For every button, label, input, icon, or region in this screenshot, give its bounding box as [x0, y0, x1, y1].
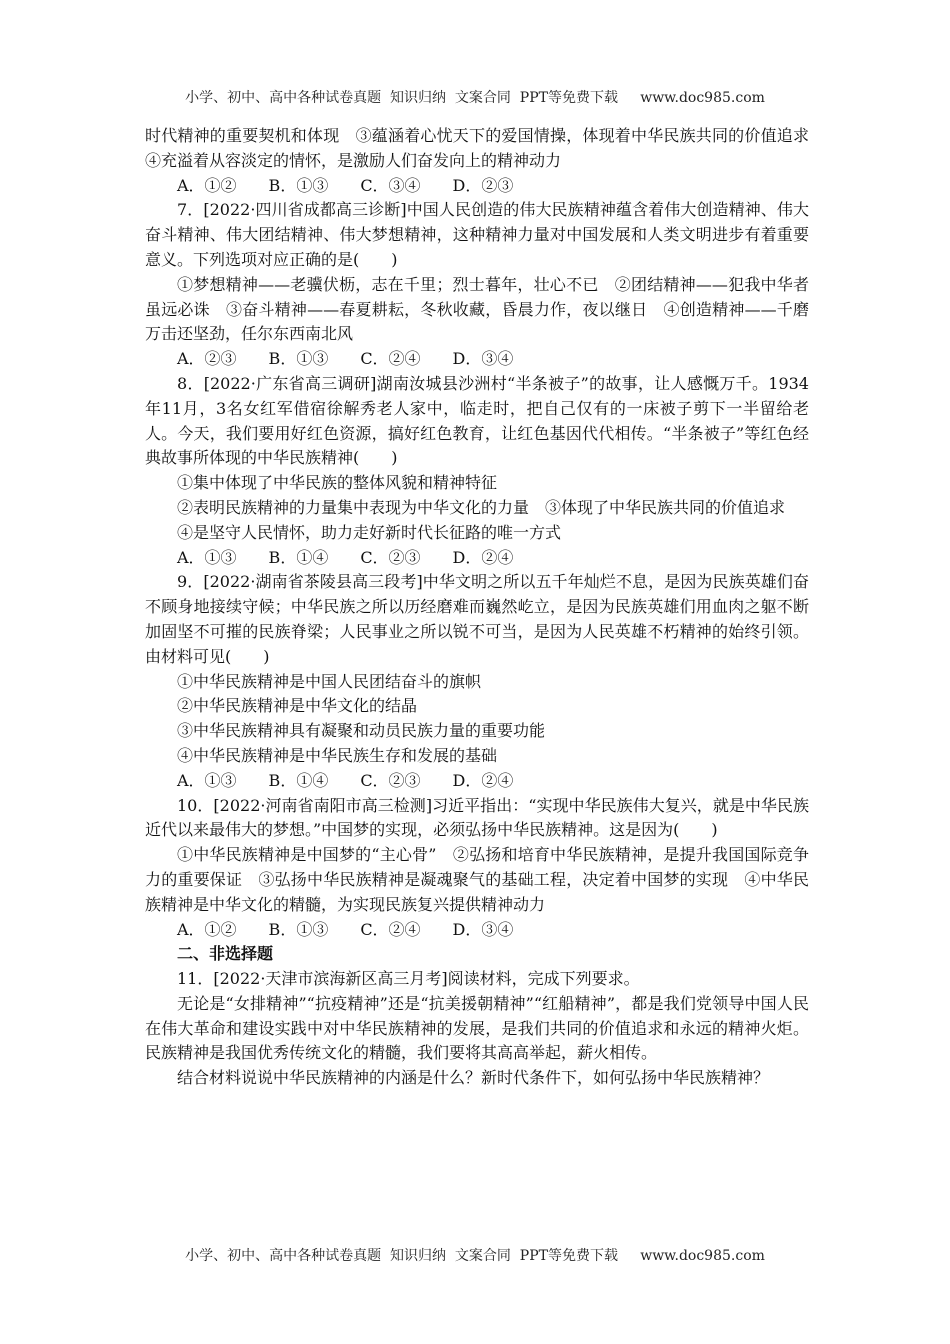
question-8-item-2: ②表明民族精神的力量集中表现为中华文化的力量 ③体现了中华民族共同的价值追求	[177, 497, 786, 517]
page-footer: 小学、初中、高中各种试卷真题 知识归纳 文案合同 PPT等免费下载 www.doc985.com	[185, 1248, 765, 1264]
question-7-stem: 7．[2022·四川省成都高三诊断]中国人民创造的伟大民族精神蕴含着伟大创造精神、伟大奋斗精神、伟大团结精神、伟大梦想精神，这种精神力量对中国发展和人类文明进步有着重要意义。下列选项对应正确的是( )	[145, 200, 809, 269]
question-9-item-3: ③中华民族精神具有凝聚和动员民族力量的重要功能	[177, 721, 546, 741]
question-9-item-2: ②中华民族精神是中华文化的结晶	[177, 696, 418, 716]
document-body	[145, 124, 826, 1091]
question-9-stem: 9．[2022·湖南省茶陵县高三段考]中华文明之所以五千年灿烂不息，是因为民族英雄们奋不顾身地接续守候；中华民族之所以历经磨难而巍然屹立，是因为民族英雄们用血肉之躯不断加固坚不可摧的民族脊梁；人民事业之所以锐不可当，是因为人民英雄不朽精神的始终引领。由材料可见( )	[145, 572, 809, 666]
question-10-options: A．①② B．①③ C．②④ D．③④	[177, 919, 514, 939]
question-8-options: A．①③ B．①④ C．②③ D．②④	[177, 547, 514, 567]
question-7-items: ①梦想精神——老骥伏枥，志在千里；烈士暮年，壮心不已 ②团结精神——犯我中华者虽远必诛 ③奋斗精神——春夏耕耘，冬秋收藏，昏晨力作，夜以继日 ④创造精神——千磨万击还坚劲，任尔东西南北风	[145, 274, 809, 344]
question-11-question: 结合材料说说中华民族精神的内涵是什么？新时代条件下，如何弘扬中华民族精神？	[177, 1068, 770, 1088]
question-11-stem: 11．[2022·天津市滨海新区高三月考]阅读材料，完成下列要求。	[177, 969, 640, 989]
question-6-options: A．①② B．①③ C．③④ D．②③	[177, 175, 514, 195]
question-10-stem: 10．[2022·河南省南阳市高三检测]习近平指出：“实现中华民族伟大复兴，就是中华民族近代以来最伟大的梦想。”中国梦的实现，必须弘扬中华民族精神。这是因为( )	[145, 795, 809, 840]
question-7-options: A．②③ B．①③ C．②④ D．③④	[177, 349, 514, 369]
question-8-item-1: ①集中体现了中华民族的整体风貌和精神特征	[177, 473, 498, 493]
question-11-material: 无论是“女排精神”“抗疫精神”还是“抗美援朝精神”“红船精神”，都是我们党领导中国人民在伟大革命和建设实践中对中华民族精神的发展，是我们共同的价值追求和永远的精神火炬。民族精神是我国优秀传统文化的精髓，我们要将其高高举起，薪火相传。	[145, 993, 809, 1063]
question-9-options: A．①③ B．①④ C．②③ D．②④	[177, 770, 514, 790]
question-9-item-1: ①中华民族精神是中国人民团结奋斗的旗帜	[177, 671, 482, 691]
section-heading: 二、非选择题	[177, 944, 274, 964]
question-6-continuation: 时代精神的重要契机和体现 ③蕴涵着心忧天下的爱国情操，体现着中华民族共同的价值追求 ④充溢着从容淡定的情怀，是激励人们奋发向上的精神动力	[145, 126, 826, 170]
question-10-items: ①中华民族精神是中国梦的“主心骨” ②弘扬和培育中华民族精神，是提升我国国际竞争力的重要保证 ③弘扬中华民族精神是凝魂聚气的基础工程，决定着中国梦的实现 ④中华民族精神是中华文化的精髓，为实现民族复兴提供精神动力	[145, 845, 809, 914]
page-header: 小学、初中、高中各种试卷真题 知识归纳 文案合同 PPT等免费下载 www.doc985.com	[185, 90, 765, 106]
question-9-item-4: ④中华民族精神是中华民族生存和发展的基础	[177, 745, 498, 765]
question-8-stem: 8．[2022·广东省高三调研]湖南汝城县沙洲村“半条被子”的故事，让人感慨万千。1934年11月，3名女红军借宿徐解秀老人家中，临走时，把自己仅有的一床被子剪下一半留给老人。今天，我们要用好红色资源，搞好红色教育，让红色基因代代相传。“半条被子”等红色经典故事所体现的中华民族精神( )	[145, 373, 809, 468]
question-8-item-3: ④是坚守人民情怀，助力走好新时代长征路的唯一方式	[177, 522, 562, 542]
